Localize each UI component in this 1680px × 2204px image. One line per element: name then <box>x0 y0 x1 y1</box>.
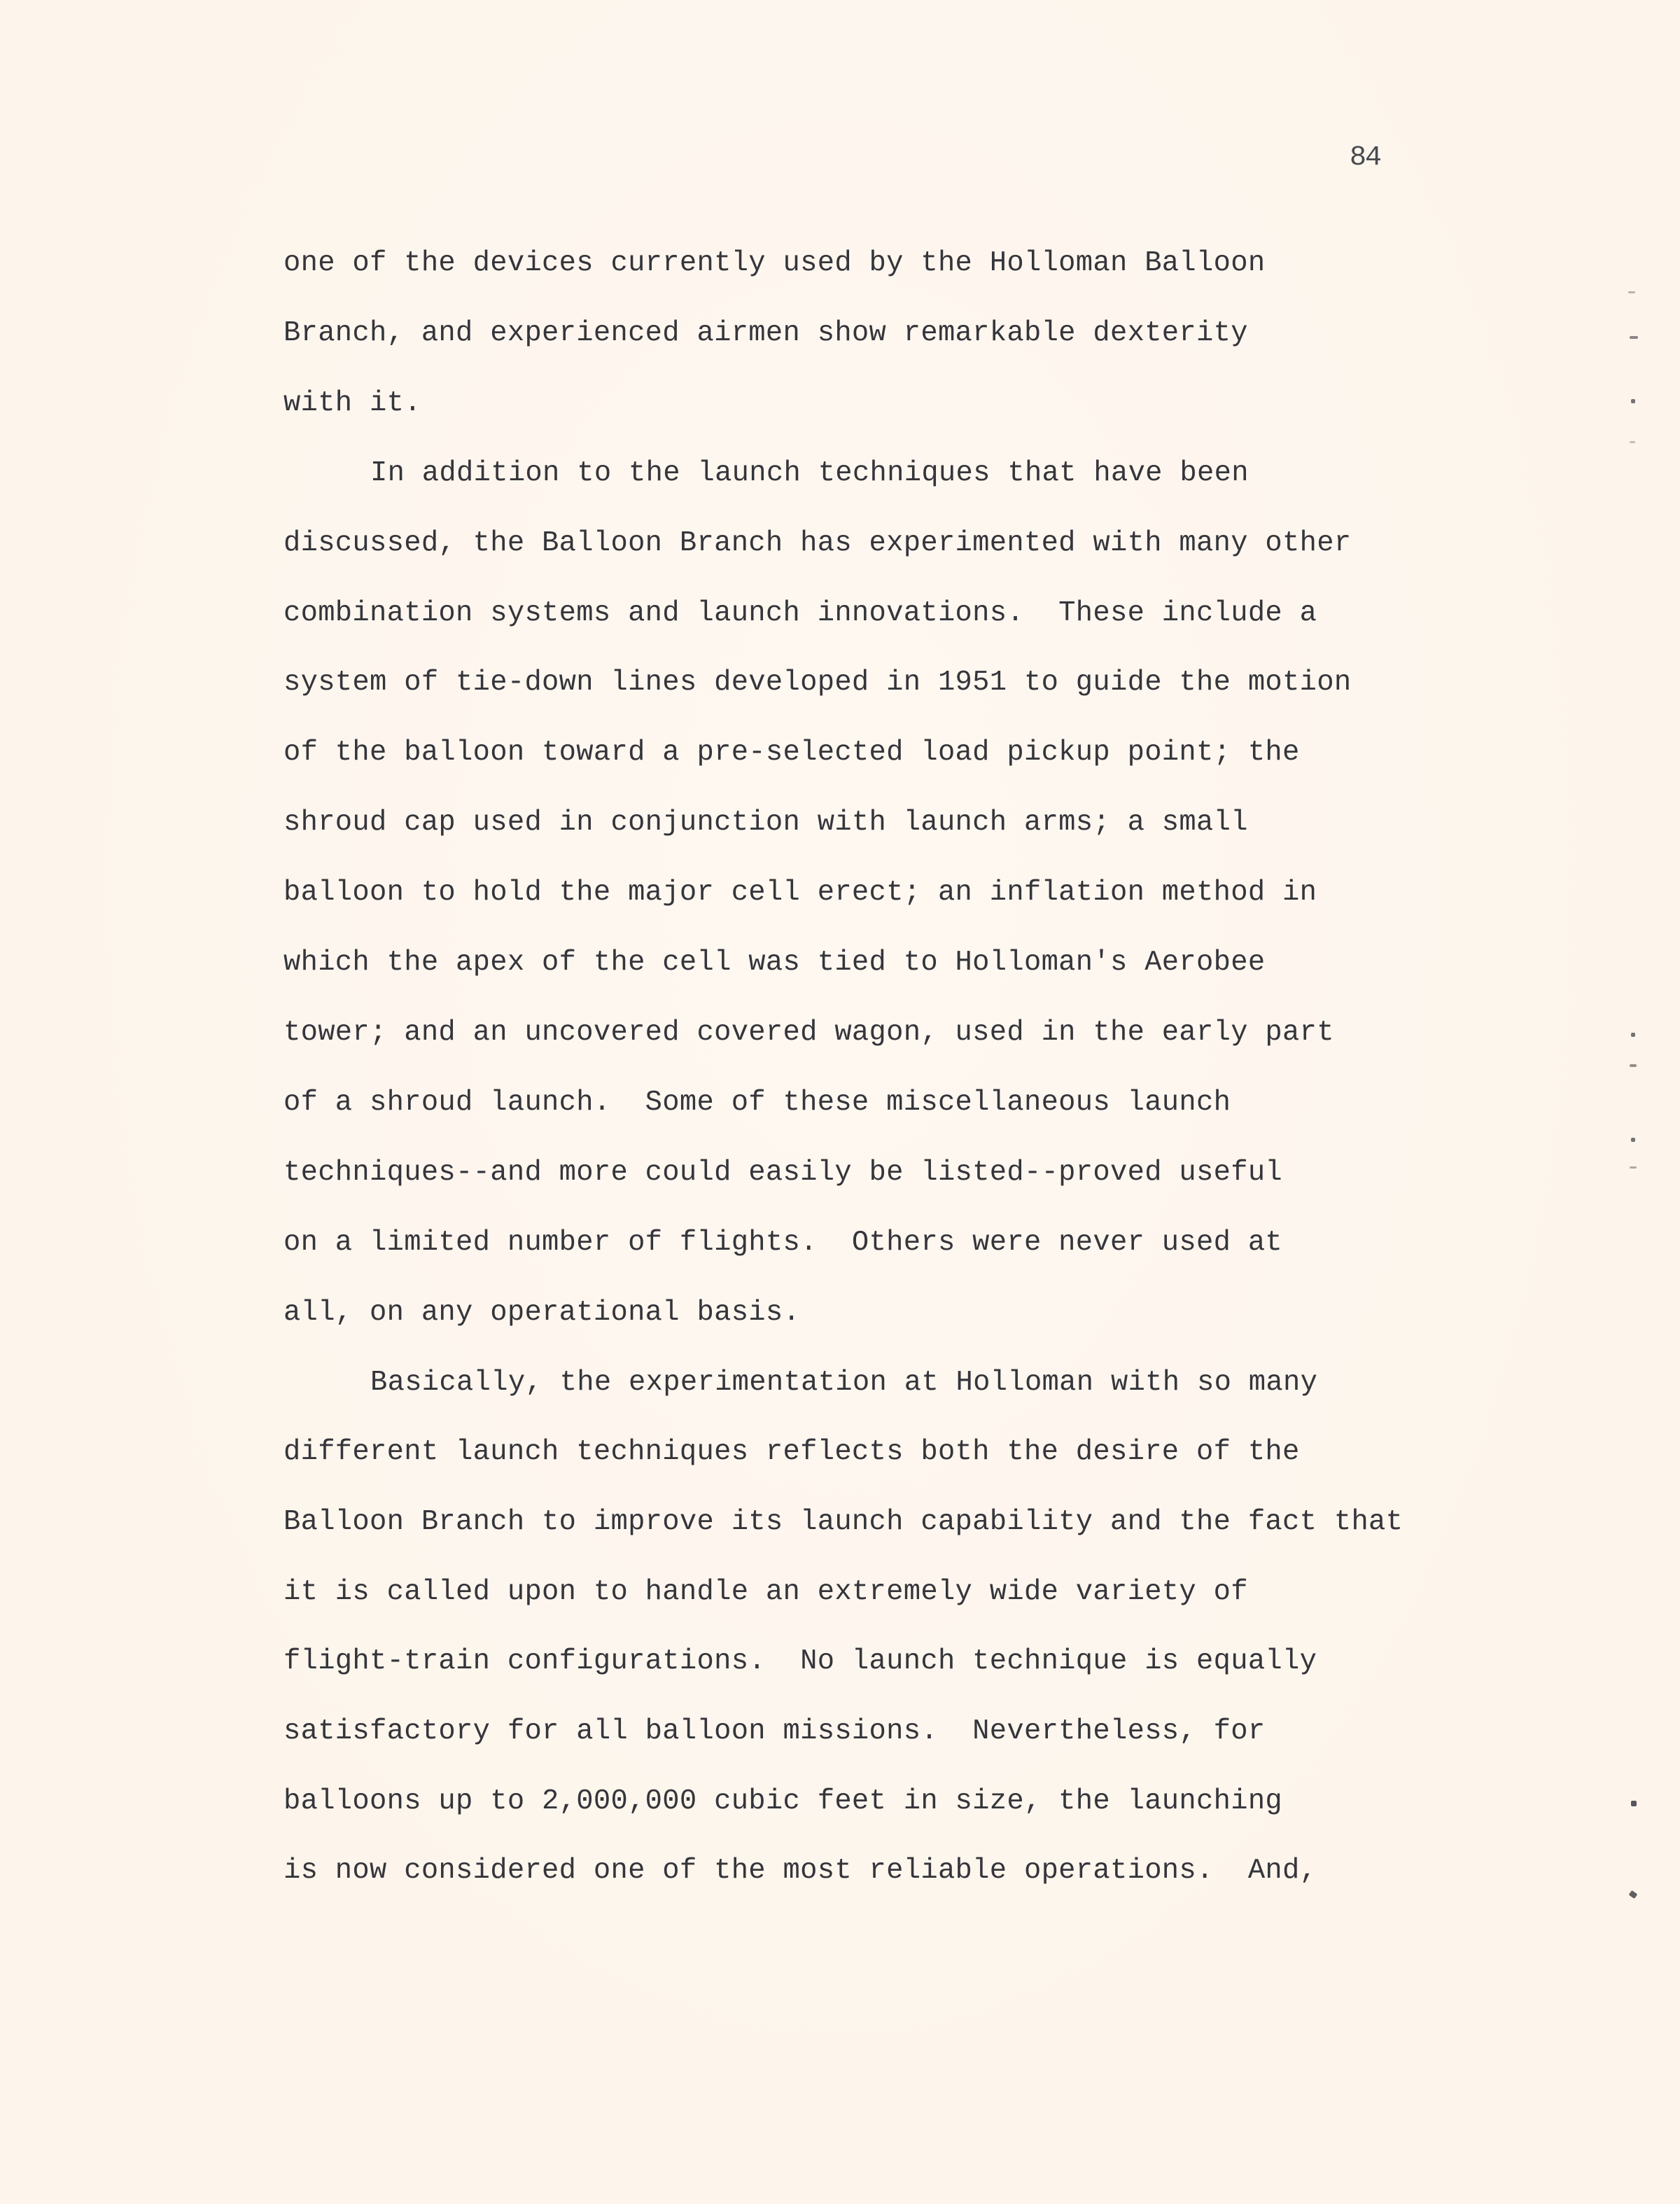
text-line: system of tie-down lines developed in 1951 to guide the motion <box>284 667 1352 699</box>
scan-speck <box>1631 1801 1637 1806</box>
text-line: all, on any operational basis. <box>284 1297 801 1329</box>
text-line: balloons up to 2,000,000 cubic feet in size, the launching <box>284 1785 1283 1818</box>
scan-speck <box>1631 1033 1635 1037</box>
text-line: combination systems and launch innovations. These include a <box>284 597 1317 629</box>
scan-speck <box>1628 291 1635 293</box>
scan-speck <box>1630 336 1638 339</box>
text-line: techniques--and more could easily be listed--proved useful <box>284 1157 1283 1189</box>
text-line: discussed, the Balloon Branch has experimented with many other <box>284 527 1352 559</box>
scan-speck <box>1630 441 1635 443</box>
scan-speck <box>1630 1166 1637 1169</box>
scan-speck <box>1630 1064 1637 1067</box>
scan-speck <box>1631 399 1635 403</box>
text-line: with it. <box>284 387 421 419</box>
text-line: Branch, and experienced airmen show remarkable dexterity <box>284 317 1248 349</box>
text-line: it is called upon to handle an extremely wide variety of <box>284 1576 1248 1608</box>
scan-speck <box>1631 1138 1635 1142</box>
text-line: flight-train configurations. No launch technique is equally <box>284 1645 1317 1678</box>
text-line: balloon to hold the major cell erect; an inflation method in <box>284 877 1317 909</box>
page-number: 84 <box>1350 142 1381 174</box>
text-line: tower; and an uncovered covered wagon, used in the early part <box>284 1017 1334 1049</box>
text-line: Balloon Branch to improve its launch capability and the fact that <box>284 1506 1404 1538</box>
text-line: of a shroud launch. Some of these miscellaneous launch <box>284 1087 1231 1119</box>
text-line: shroud cap used in conjunction with launch arms; a small <box>284 807 1248 839</box>
text-line: one of the devices currently used by the Holloman Balloon <box>284 247 1266 279</box>
text-line: of the balloon toward a pre-selected load pickup point; the <box>284 737 1300 769</box>
text-line: satisfactory for all balloon missions. Nevertheless, for <box>284 1715 1266 1748</box>
text-line: is now considered one of the most reliable operations. And, <box>284 1855 1317 1887</box>
text-line: which the apex of the cell was tied to Holloman's Aerobee <box>284 947 1266 979</box>
text-line: on a limited number of flights. Others were never used at <box>284 1227 1283 1259</box>
text-line: different launch techniques reflects both the desire of the <box>284 1436 1300 1468</box>
scan-speck <box>1629 1890 1638 1899</box>
paragraph-start-line: Basically, the experimentation at Holloman with so many <box>370 1367 1318 1399</box>
paragraph-start-line: In addition to the launch techniques that have been <box>370 457 1249 489</box>
